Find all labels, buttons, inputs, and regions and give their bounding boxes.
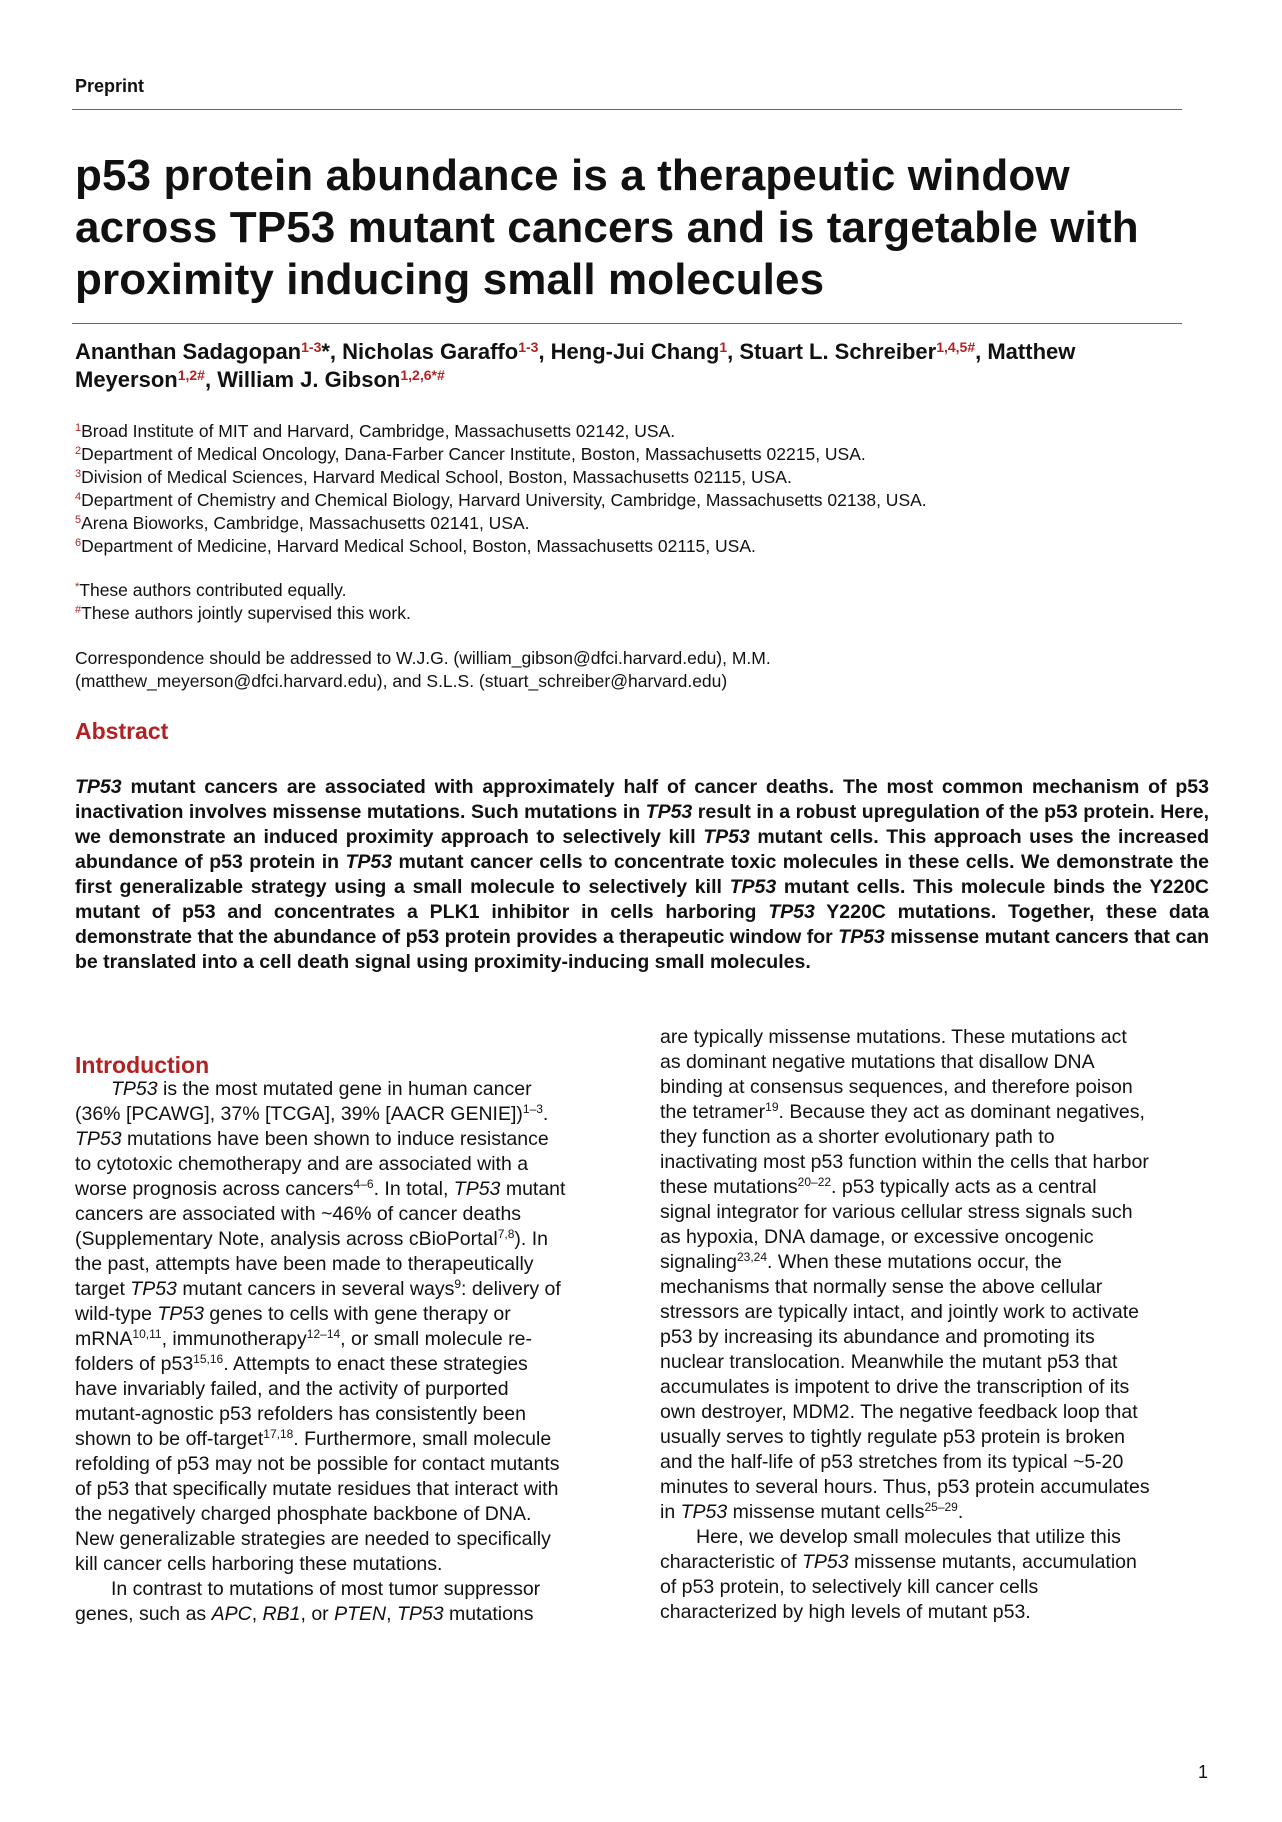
affiliation: [75, 420, 1185, 443]
body-text-line: as hypoxia, DNA damage, or excessive oncogenic: [660, 1226, 1094, 1248]
affiliation-text: Broad Institute of MIT and Harvard, Cambridge, Massachusetts 02142, USA.: [81, 421, 676, 441]
correspondence-line: Correspondence should be addressed to W.J.G. (william_gibson@dfci.harvard.edu), M.M.: [75, 648, 771, 668]
body-text-line: kill cancer cells harboring these mutations.: [75, 1553, 443, 1575]
body-text-line: minutes to several hours. Thus, p53 protein accumulates: [660, 1476, 1150, 1498]
author-name: , Stuart L. Schreiber: [727, 339, 937, 364]
affiliation-sup: 2: [75, 445, 82, 457]
body-text-line: they function as a shorter evolutionary path to: [660, 1126, 1055, 1148]
title-line: proximity inducing small molecules: [75, 255, 825, 304]
author-list: [75, 338, 1185, 394]
body-text-line: folders of p53$^{15,16}$. Attempts to enact these strategies: [75, 1352, 528, 1375]
body-text-line: the tetramer$^{19}$. Because they act as dominant negatives,: [660, 1100, 1145, 1123]
title-line: across TP53 mutant cancers and is targetable with: [75, 203, 1139, 252]
title-rule: [72, 323, 1182, 324]
body-text-line: have invariably failed, and the activity of purported: [75, 1378, 509, 1400]
body-text-line: shown to be off-target$^{17,18}$. Furthermore, small molecule: [75, 1427, 552, 1450]
author-name: , William J. Gibson: [204, 367, 401, 392]
body-text-line: signaling$^{23,24}$. When these mutations occur, the: [660, 1250, 1062, 1273]
author-affil-sup: 1-3: [301, 339, 322, 355]
body-text-line: the past, attempts have been made to therapeutically: [75, 1253, 534, 1275]
gene-name: TP53: [645, 801, 693, 823]
abstract-text: mutant cells. This molecule binds the Y220C mutant of p53 and concentrates a PLK1 inhibitor in cells harboring: [75, 876, 1209, 923]
body-text-line: mutant-agnostic p53 refolders has consistently been: [75, 1403, 526, 1425]
abstract-text: missense mutant cancers that can be translated into a cell death signal using proximity-inducing small molecules.: [75, 926, 1209, 973]
abstract-heading: Abstract: [75, 718, 169, 744]
author-affil-sup: 1,2#: [177, 367, 205, 383]
body-text-line: of p53 protein, to selectively kill cancer cells: [660, 1576, 1039, 1598]
correspondence-line: (matthew_meyerson@dfci.harvard.edu), and S.L.S. (stuart_schreiber@harvard.edu): [75, 671, 728, 691]
abstract-body: [75, 775, 1209, 975]
body-text-line: in TP53 missense mutant cells$^{25-29}$.: [660, 1500, 964, 1523]
body-text-line: New generalizable strategies are needed to specifically: [75, 1528, 551, 1550]
body-text-line: target TP53 mutant cancers in several ways$^9$: delivery of: [75, 1277, 561, 1300]
body-text-line: wild-type TP53 genes to cells with gene therapy or: [75, 1303, 511, 1325]
author-affil-sup: 1,4,5#: [936, 339, 976, 355]
gene-name: TP53: [75, 776, 122, 798]
author-name: Meyerson: [75, 367, 178, 392]
body-text-line: worse prognosis across cancers$^{4-6}$. In total, TP53 mutant: [75, 1177, 566, 1200]
introduction-heading: Introduction: [75, 1052, 210, 1078]
body-text-line: (36% [PCAWG], 37% [TCGA], 39% [AACR GENIE])$^{1-3}$.: [75, 1102, 549, 1125]
author-notes: [75, 579, 1185, 625]
body-text-line: are typically missense mutations. These mutations act: [660, 1026, 1127, 1048]
body-text-line: p53 by increasing its abundance and promoting its: [660, 1326, 1095, 1348]
affiliation-text: Division of Medical Sciences, Harvard Medical School, Boston, Massachusetts 02115, USA.: [81, 467, 792, 487]
affiliation: [75, 535, 1185, 558]
equal-contrib-mark: *: [321, 339, 330, 364]
body-text-line: of p53 that specifically mutate residues that interact with: [75, 1478, 559, 1500]
body-text-line: own destroyer, MDM2. The negative feedback loop that: [660, 1401, 1138, 1423]
body-text-line: to cytotoxic chemotherapy and are associated with a: [75, 1153, 529, 1175]
abstract-text: Y220C mutations. Together, these data demonstrate that the abundance of p53 protein provides a therapeutic window for: [75, 901, 1210, 948]
body-text-line: refolding of p53 may not be possible for contact mutants: [75, 1453, 560, 1475]
note-mark: #: [75, 604, 82, 616]
gene-name: TP53: [768, 901, 815, 923]
body-text-line: TP53 is the most mutated gene in human cancer: [111, 1078, 532, 1100]
body-text-line: In contrast to mutations of most tumor suppressor: [111, 1578, 541, 1600]
abstract-text: mutant cells. This approach uses the increased abundance of p53 protein in: [75, 826, 1210, 873]
affiliation-sup: 1: [75, 422, 82, 434]
title-line: p53 protein abundance is a therapeutic window: [75, 151, 1070, 200]
preprint-label: Preprint: [75, 76, 145, 96]
affiliation-text: Department of Medical Oncology, Dana-Farber Cancer Institute, Boston, Massachusetts 02215, USA.: [81, 444, 866, 464]
affiliation-sup: 5: [75, 514, 82, 526]
note-text: These authors jointly supervised this work.: [81, 603, 411, 623]
affiliation-text: Department of Chemistry and Chemical Biology, Harvard University, Cambridge, Massachusetts 02138, USA.: [81, 490, 927, 510]
correspondence: [75, 647, 1185, 693]
author-affil-sup: 1,2,6*#: [400, 367, 445, 383]
affiliation-text: Arena Bioworks, Cambridge, Massachusetts 02141, USA.: [81, 513, 530, 533]
body-text-line: Here, we develop small molecules that utilize this: [696, 1526, 1121, 1548]
page-number: 1: [1198, 1762, 1209, 1782]
body-text-line: mRNA$^{10,11}$, immunotherapy$^{12-14}$, or small molecule re-: [75, 1327, 532, 1350]
note-text: These authors contributed equally.: [79, 580, 347, 600]
body-text-line: stressors are typically intact, and jointly work to activate: [660, 1301, 1140, 1323]
body-text-line: cancers are associated with ~46% of cancer deaths: [75, 1203, 522, 1225]
body-text-line: nuclear translocation. Meanwhile the mutant p53 that: [660, 1351, 1118, 1373]
header-rule: [72, 109, 1182, 110]
abstract-text: mutant cancer cells to concentrate toxic molecules in these cells. We demonstrate the first generalizable strategy using a small molecule to selectively kill: [75, 851, 1209, 898]
body-text-line: genes, such as APC, RB1, or PTEN, TP53 mutations: [75, 1603, 534, 1625]
body-text-line: the negatively charged phosphate backbone of DNA.: [75, 1503, 532, 1525]
affiliation-sup: 6: [75, 537, 82, 549]
body-text-line: mechanisms that normally sense the above cellular: [660, 1276, 1103, 1298]
author-note: [75, 579, 1185, 602]
body-text-line: characterized by high levels of mutant p53.: [660, 1601, 1031, 1623]
body-text-line: usually serves to tightly regulate p53 protein is broken: [660, 1426, 1126, 1448]
note-mark: *: [75, 581, 80, 593]
author-name: Ananthan Sadagopan: [75, 339, 302, 364]
affiliations: [75, 420, 1185, 558]
body-text-line: binding at consensus sequences, and therefore poison: [660, 1076, 1133, 1098]
gene-name: TP53: [729, 876, 777, 898]
paper-title: [75, 150, 1195, 306]
author-name: , Matthew: [975, 339, 1076, 364]
affiliation-sup: 3: [75, 468, 82, 480]
body-text-line: signal integrator for various cellular stress signals such: [660, 1201, 1133, 1223]
body-text-line: (Supplementary Note, analysis across cBioPortal$^{7,8}$). In: [75, 1227, 548, 1250]
affiliation-sup: 4: [75, 491, 82, 503]
abstract-text: mutant cancers are associated with approximately half of cancer deaths. The most common mechanism of p53 inactivation involves missense mutations. Such mutations in: [75, 776, 1209, 823]
gene-name: TP53: [345, 851, 393, 873]
affiliation: [75, 466, 1185, 489]
body-text-line: TP53 mutations have been shown to induce resistance: [75, 1128, 549, 1150]
body-text-line: inactivating most p53 function within the cells that harbor: [660, 1151, 1149, 1173]
author-affil-sup: 1-3: [518, 339, 539, 355]
body-text-line: characteristic of TP53 missense mutants, accumulation: [660, 1551, 1137, 1573]
gene-name: TP53: [838, 926, 885, 948]
abstract-text: result in a robust upregulation of the p53 protein. Here, we demonstrate an induced proximity approach to selectively kill: [75, 801, 1209, 848]
body-text-line: as dominant negative mutations that disallow DNA: [660, 1051, 1095, 1073]
author-note: [75, 602, 1185, 625]
affiliation: [75, 512, 1185, 535]
body-text-line: accumulates is impotent to drive the transcription of its: [660, 1376, 1130, 1398]
body-text-line: these mutations$^{20-22}$. p53 typically acts as a central: [660, 1175, 1097, 1198]
author-name: , Heng-Jui Chang: [538, 339, 720, 364]
intro-left-column: [75, 1077, 635, 1627]
body-text-line: and the half-life of p53 stretches from its typical ~5-20: [660, 1451, 1124, 1473]
author-affil-sup: 1: [719, 339, 728, 355]
affiliation: [75, 489, 1185, 512]
intro-right-column: [660, 1025, 1220, 1625]
gene-name: TP53: [703, 826, 750, 848]
affiliation-text: Department of Medicine, Harvard Medical School, Boston, Massachusetts 02115, USA.: [81, 536, 756, 556]
affiliation: [75, 443, 1185, 466]
author-name: , Nicholas Garaffo: [329, 339, 519, 364]
